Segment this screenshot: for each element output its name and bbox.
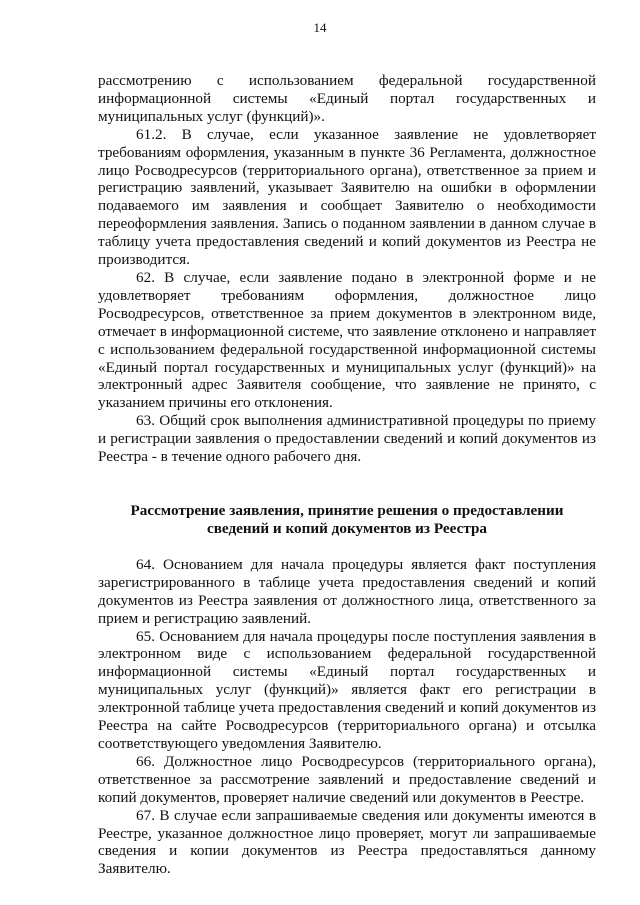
paragraph-continuation: рассмотрению с использованием федеральной государственной информационной системы «Единый портал государственных и муниципальных услуг (функций)». bbox=[98, 72, 596, 125]
section-heading-line-2: сведений и копий документов из Реестра bbox=[206, 519, 488, 537]
section-heading-line-1: Рассмотрение заявления, принятие решения о предоставлении bbox=[130, 501, 564, 519]
document-body bbox=[98, 72, 596, 878]
section-heading bbox=[98, 502, 596, 538]
paragraph-66: 66. Должностное лицо Росводресурсов (территориального органа), ответственное за рассмотрение заявлений и предоставление сведений и копий документов, проверяет наличие сведений или документов в Реестре. bbox=[98, 752, 596, 806]
paragraph-61-2: 61.2. В случае, если указанное заявление не удовлетворяет требованиям оформления, указанным в пункте 36 Регламента, должностное лицо Росводресурсов (территориального органа), ответственное за прием и регистрацию заявлений, указывает Заявителю на ошибки в оформлении подаваемого им заявления и сообщает Заявителю о необходимости переоформления заявления. Запись о поданном заявлении в данном случае в таблицу учета предоставления сведений и копий документов из Реестра не производится. bbox=[98, 125, 596, 269]
paragraph-67: 67. В случае если запрашиваемые сведения или документы имеются в Реестре, указанное должностное лицо проверяет, могут ли запрашиваемые сведения и копии документов из Реестра предоставляться данному Заявителю. bbox=[98, 806, 596, 878]
paragraph-62: 62. В случае, если заявление подано в электронной форме и не удовлетворяет требованиям оформления, должностное лицо Росводресурсов, ответственное за прием документов в электронном виде, отмечает в информационной системе, что заявление отклонено и направляет с использованием федеральной государственной информационной системы «Единый портал государственных и муниципальных услуг (функций)» на электронный адрес Заявителя сообщение, что заявление не принято, с указанием причины его отклонения. bbox=[98, 268, 596, 412]
paragraph-63: 63. Общий срок выполнения административной процедуры по приему и регистрации заявления о предоставлении сведений и копий документов из Реестра - в течение одного рабочего дня. bbox=[98, 412, 596, 466]
paragraph-65: 65. Основанием для начала процедуры после поступления заявления в электронном виде с использованием федеральной государственной информационной системы «Единый портал государственных и муниципальных услуг (функций)» является факт его регистрации в электронной таблице учета предоставления сведений и копий документов из Реестра на сайте Росводресурсов (территориального органа) и отсылка соответствующего уведомления Заявителю. bbox=[98, 627, 596, 752]
paragraph-64: 64. Основанием для начала процедуры является факт поступления зарегистрированного в таблице учета предоставления сведений и копий документов из Реестра заявления от должностного лица, ответственного за прием и регистрацию заявлений. bbox=[98, 555, 596, 627]
page-number: 14 bbox=[313, 20, 327, 35]
